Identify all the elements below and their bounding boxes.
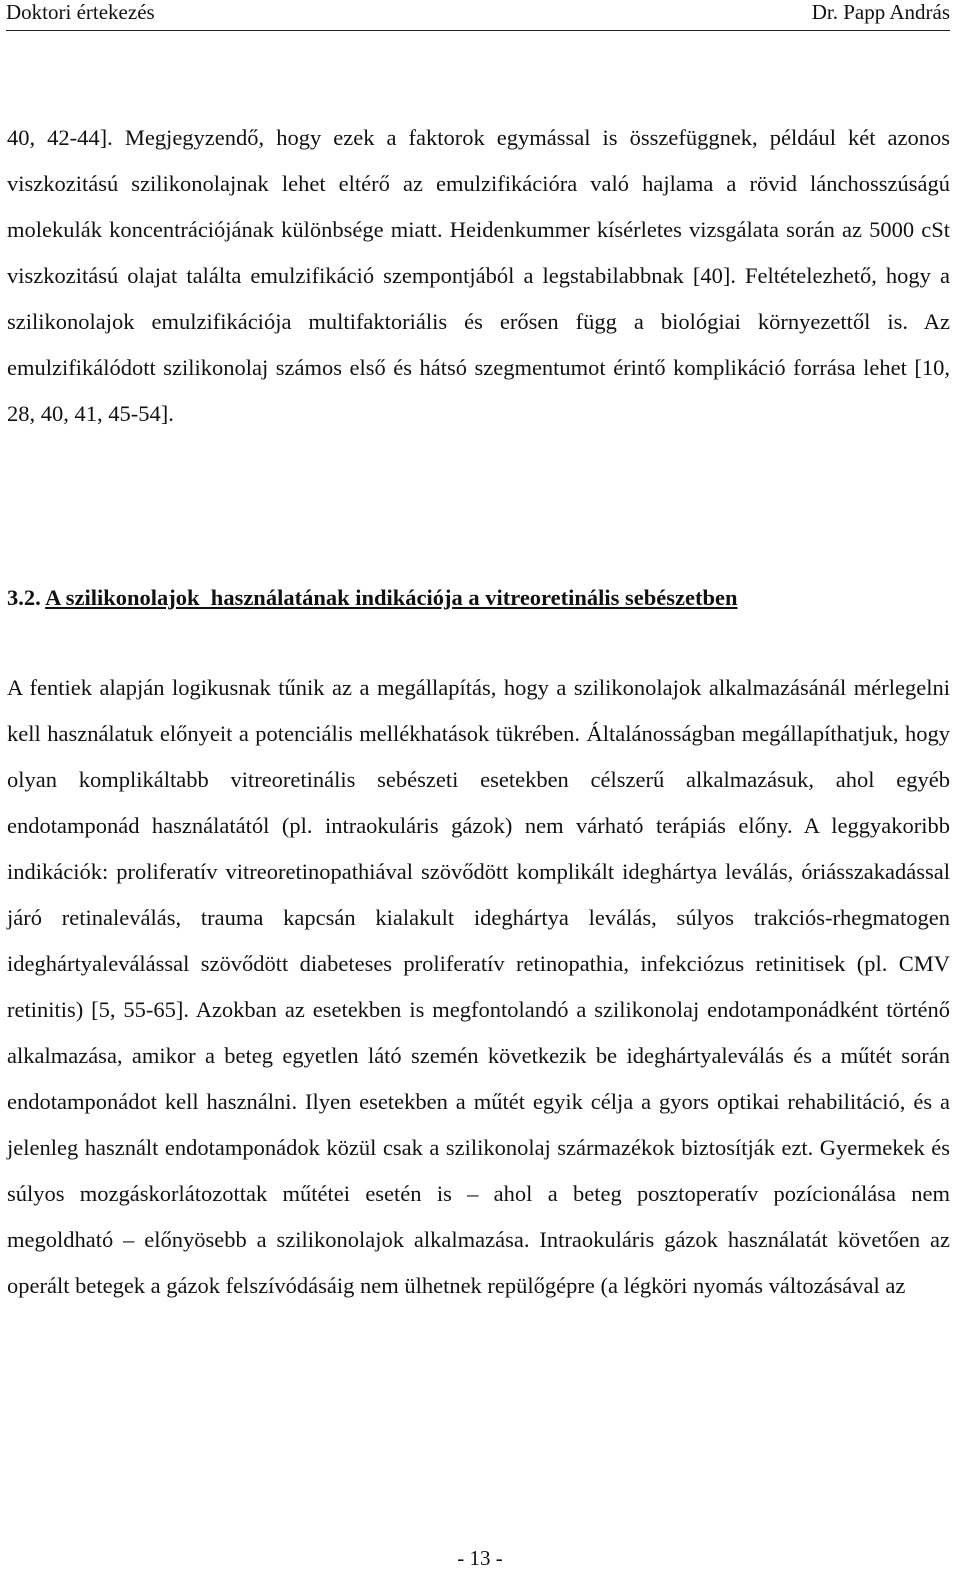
page-header <box>6 0 950 31</box>
header-document-type: Doktori értekezés <box>6 0 155 24</box>
section-title: A szilikonolajok használatának indikációja a vitreoretinális sebészetben <box>45 585 738 610</box>
section-heading <box>7 578 738 618</box>
body-paragraph-2: A fentiek alapján logikusnak tűnik az a megállapítás, hogy a szilikonolajok alkalmazásánál mérlegelni kell használatuk előnyeit a potenciális mellékhatások tükrében. Általánosságban megállapíthatjuk, hogy olyan komplikáltabb vitreoretinális sebészeti esetekben célszerű alkalmazásuk, ahol egyéb endotamponád használatától (pl. intraokuláris gázok) nem várható terápiás előny. A leggyakoribb indikációk: proliferatív vitreoretinopathiával szövődött komplikált ideghártya leválás, óriásszakadással járó retinaleválás, trauma kapcsán kialakult ideghártya leválás, súlyos trakciós-rhegmatogen ideghártyaleválással szövődött diabeteses proliferatív retinopathia, infekciózus retinitisek (pl. CMV retinitis) [5, 55-65]. Azokban az esetekben is megfontolandó a szilikonolaj endotamponádként történő alkalmazása, amikor a beteg egyetlen látó szemén következik be ideghártyaleválás és a műtét során endotamponádot kell használni. Ilyen esetekben a műtét egyik célja a gyors optikai rehabilitáció, és a jelenleg használt endotamponádok közül csak a szilikonolaj származékok biztosítják ezt. Gyermekek és súlyos mozgáskorlátozottak műtétei esetén is – ahol a beteg posztoperatív pozícionálása nem megoldható – előnyösebb a szilikonolajok alkalmazása. Intraokuláris gázok használatát követően az operált betegek a gázok felszívódásáig nem ülhetnek repülőgépre (a légköri nyomás változásával az <box>7 675 950 1298</box>
header-author: Dr. Papp András <box>811 0 950 24</box>
page-number: - 13 - <box>457 1546 503 1570</box>
body-paragraph-1: 40, 42-44]. Megjegyzendő, hogy ezek a faktorok egymással is összefüggnek, például két azonos viszkozitású szilikonolajnak lehet eltérő az emulzifikációra való hajlama a rövid lánchosszúságú molekulák koncentrációjának különbsége miatt. Heidenkummer kísérletes vizsgálata során az 5000 cSt viszkozitású olajat találta emulzifikáció szempontjából a legstabilabbnak [40]. Feltételezhető, hogy a szilikonolajok emulzifikációja multifaktoriális és erősen függ a biológiai környezettől is. Az emulzifikálódott szilikonolaj számos első és hátsó szegmentumot érintő komplikáció forrása lehet [10, 28, 40, 41, 45-54]. <box>7 125 950 426</box>
section-number: 3.2. <box>7 585 41 610</box>
